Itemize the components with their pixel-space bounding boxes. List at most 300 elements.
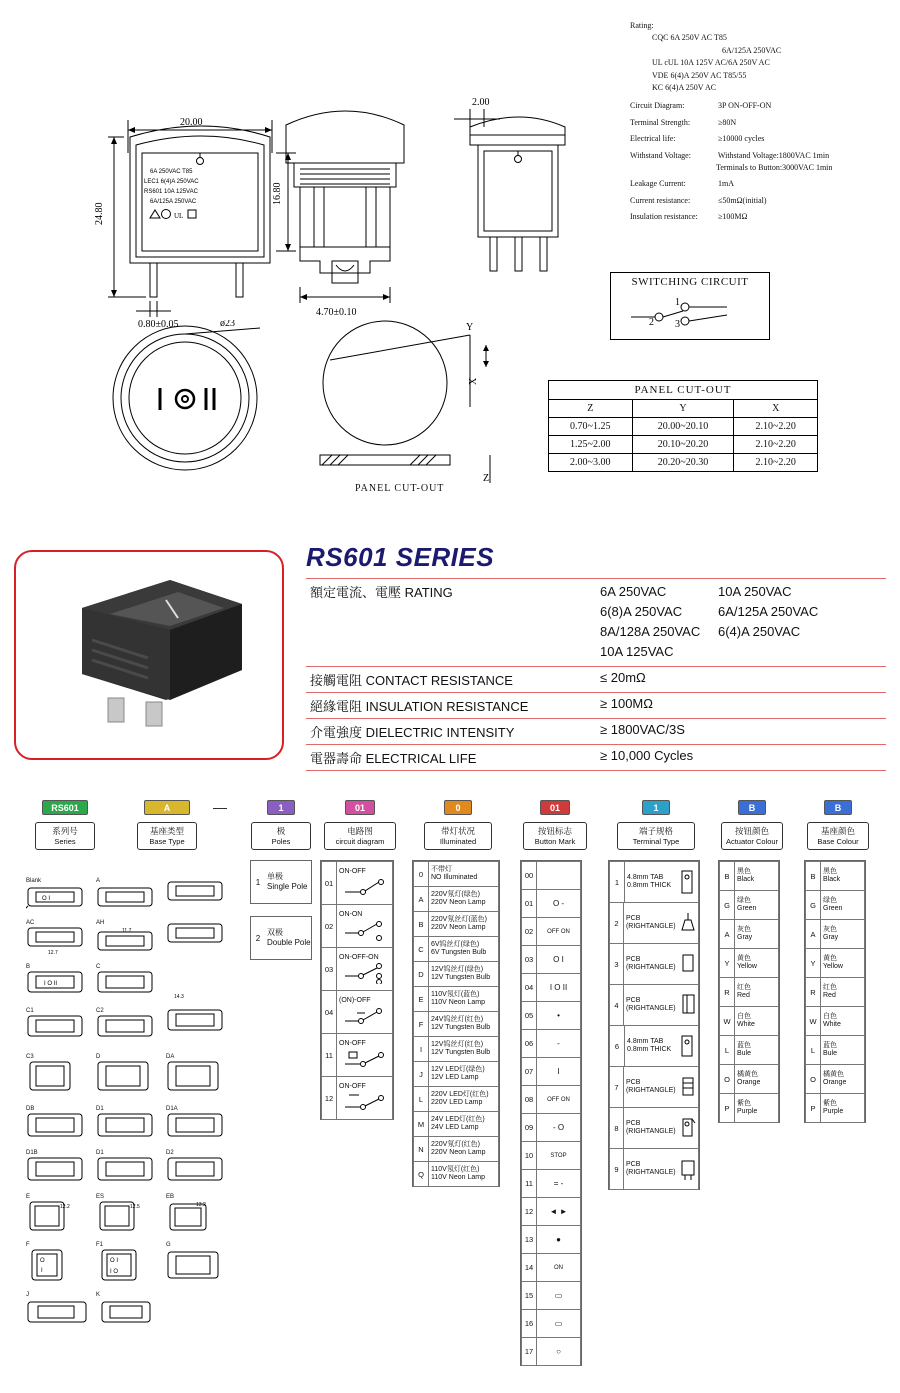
circuit-code-03: 03 [322,948,337,990]
list-item[interactable] [413,861,499,887]
bm-code-07: 07 [522,1058,537,1085]
bc-en-Y: Yellow [823,963,843,970]
header-base-type-en: Base Type [149,836,185,846]
bm-sym-14: ON [554,1264,563,1271]
rating-block [630,20,895,223]
circuit-code-11: 11 [322,1034,337,1076]
bm-code-00: 00 [522,862,537,889]
spec-value-5: 1mA [718,179,734,189]
base-type-thumb[interactable] [166,1106,224,1140]
ill-en-9: 220V LED Lamp [431,1099,483,1106]
bm-sym-09: - O [552,1123,565,1132]
spec-row-7 [630,211,895,223]
switching-circuit-diagram [611,295,771,341]
tt-l2-8: (RIGHTANGLE) [625,1128,676,1135]
list-item[interactable] [521,1197,581,1226]
list-item[interactable] [321,990,393,1034]
thumb-code: ES [96,1194,105,1200]
ac-code-G: G [720,891,735,919]
spec-row-1 [630,117,895,129]
list-item[interactable] [321,947,393,991]
terminal-icon [676,862,698,902]
spec-key-dielectric-intensity: 介電強度 DIELECTRIC INTENSITY [306,718,596,744]
terminal-icon [676,1026,698,1066]
cell: 0.70~1.25 [549,418,633,436]
list-item[interactable] [413,1136,499,1162]
list-item[interactable] [719,977,779,1007]
cell: 20.10~20.20 [632,436,734,454]
code-chip-series[interactable]: RS601 [42,800,88,815]
svg-text:UL: UL [174,212,184,220]
ill-en-4: 12V Tungsten Bulb [431,974,491,981]
bc-code-A: A [806,920,821,948]
list-item[interactable] [521,917,581,946]
header-illuminated-en: Illuminated [439,836,477,846]
base-type-thumb[interactable] [166,1150,224,1184]
spec-value-electrical-life: ≥ 10,000 Cycles [596,744,886,770]
list-item[interactable] [521,1029,581,1058]
list-item[interactable] [413,886,499,912]
list-item[interactable] [805,890,865,920]
table-row [306,692,886,718]
bm-sym-08: OFF ON [547,1096,570,1103]
thumb-code: B [26,964,31,970]
ac-en-A: Gray [737,934,753,941]
base-type-thumb[interactable] [96,964,154,996]
list-item[interactable] [413,961,499,987]
circuit-label-03: ON-OFF-ON [339,953,379,961]
list-item[interactable] [719,948,779,978]
ill-cn-6: 24V钨丝灯(红色) [431,1015,484,1023]
bc-cn-B: 黑色 [823,867,837,875]
ill-en-5: 110V Neon Lamp [431,999,485,1006]
round-actuator-drawing [90,320,290,490]
spec-label-3: Withstand Voltage: [630,150,691,160]
list-item[interactable] [413,1061,499,1087]
header-series-cn: 系列号 [52,826,78,836]
bm-code-13: 13 [522,1226,537,1253]
matrix-column-button-mark [520,800,590,1366]
spec-value-1: ≥80N [718,117,737,127]
ac-code-P: P [720,1094,735,1122]
list-item[interactable] [321,1033,393,1077]
code-chip-illuminated[interactable]: 0 [444,800,472,815]
svg-text:6A/125A 250VAC: 6A/125A 250VAC [150,199,197,205]
list-item[interactable] [609,1066,699,1108]
ill-code-5: E [414,987,429,1011]
svg-text:I O: I O [110,1269,119,1275]
spec-row-4 [630,162,895,174]
base-type-thumb[interactable] [166,1008,224,1034]
bm-code-05: 05 [522,1002,537,1029]
ac-cn-L: 蓝色 [737,1041,751,1049]
list-item[interactable] [521,945,581,974]
header-button-mark-cn: 按钮标志 [537,826,572,836]
header-series-en: Series [54,836,76,846]
code-chip-actuator-colour[interactable]: B [738,800,766,815]
list-item[interactable] [321,861,393,905]
thumb-code: D1A [166,1106,178,1112]
spec-row-0 [630,100,895,112]
header-base-colour-en: Base Colour [817,836,859,846]
svg-text:O I: O I [42,896,51,902]
list-item[interactable] [521,861,581,890]
list-item[interactable] [413,1161,499,1187]
panel-col-z: Z [549,400,633,418]
cell: 2.00~3.00 [549,454,633,472]
list-item[interactable] [521,1169,581,1198]
bm-sym-16: ▭ [554,1319,563,1328]
ill-code-2: B [414,912,429,936]
bc-cn-L: 蓝色 [823,1041,837,1049]
ill-en-1: 220V Neon Lamp [431,899,486,906]
table-row [306,666,886,692]
tt-l2-4: (RIGHTANGLE) [625,1005,676,1012]
base-type-thumb[interactable] [26,1242,84,1284]
cell: 20.20~20.30 [632,454,734,472]
ill-cn-0: 不带灯 [431,865,452,873]
list-item[interactable] [805,948,865,978]
tt-l2-6: 0.8mm THICK [627,1046,672,1053]
list-item[interactable] [321,904,393,948]
terminal-icon [678,1067,698,1107]
table-row [306,579,886,667]
tt-l2-7: (RIGHTANGLE) [625,1087,676,1094]
bc-en-P: Purple [823,1108,844,1115]
ac-cn-Y: 黄色 [737,954,751,962]
circuit-label-01: ON-OFF [339,867,366,875]
list-item[interactable] [521,973,581,1002]
circuit-diagram-options [320,860,394,1120]
tt-l1-9: PCB [625,1160,641,1168]
list-item[interactable] [413,1111,499,1137]
thumb-code: D1 [96,1106,104,1112]
spec-row-3 [630,150,895,162]
base-type-thumb[interactable] [26,878,84,910]
base-type-thumb[interactable] [26,1008,84,1040]
rating-a1: 6A 250VAC [600,584,667,599]
list-item[interactable] [521,1337,581,1366]
header-illuminated-cn: 带灯状况 [440,826,475,836]
ill-code-4: D [414,962,429,986]
ill-en-10: 24V LED Lamp [431,1124,479,1131]
spec-value-3: Withstand Voltage:1800VAC 1min [717,150,830,160]
list-item[interactable] [521,1253,581,1282]
base-type-thumb[interactable] [26,1194,84,1234]
bc-cn-W: 白色 [823,1012,837,1020]
thumb-dim: 13.2 [196,1202,206,1208]
ac-code-A: A [720,920,735,948]
thumb-code: D2 [166,1150,174,1156]
base-type-thumb[interactable] [96,1242,154,1284]
bc-en-L: Bule [823,1050,838,1057]
list-item[interactable] [719,1035,779,1065]
base-type-thumb[interactable] [166,990,224,1000]
code-chip-circuit[interactable]: 01 [345,800,375,815]
list-item[interactable] [521,1225,581,1254]
thumb-code: K [96,1292,101,1298]
rating-a3: 8A/128A 250VAC [600,624,701,640]
bc-code-G: G [806,891,821,919]
ill-cn-11: 220V氖灯(红色) [431,1140,481,1148]
ac-en-G: Green [737,905,757,912]
base-type-thumb[interactable] [166,1194,224,1234]
list-item[interactable] [719,1064,779,1094]
dim-height-left: 24.80 [94,202,105,225]
base-type-thumb[interactable] [96,878,154,910]
base-type-thumb[interactable] [26,1150,84,1184]
ordering-code-matrix [8,800,892,1390]
poles-label-en-2: Double Pole [267,938,311,947]
matrix-column-poles [246,800,316,960]
technical-drawing-area [0,0,900,520]
code-chip-poles[interactable]: 1 [267,800,295,815]
ac-en-Y: Yellow [737,963,757,970]
spec-value-rating [596,579,886,667]
ac-code-O: O [720,1065,735,1093]
list-item[interactable] [609,1025,699,1067]
list-item[interactable] [719,919,779,949]
tt-code-1: 1 [610,862,625,902]
poles-option-single[interactable] [250,860,312,904]
thumb-code: J [26,1292,29,1298]
base-type-thumbnail-grid [26,878,226,1378]
dim-terminal-spacing: 4.70±0.10 [316,307,357,318]
thumb-code: F [26,1242,30,1248]
spec-row-6 [630,195,895,207]
bm-sym-04: I O II [549,983,568,992]
list-item[interactable] [413,1086,499,1112]
header-poles-en: Poles [271,836,291,846]
bc-cn-O: 橘黄色 [823,1070,844,1078]
terminal-icon [678,944,698,984]
spec-label-7: Insulation resistance: [630,212,698,222]
tt-l1-6: 4.8mm TAB [627,1037,664,1045]
base-type-thumb[interactable] [96,920,154,956]
list-item[interactable] [805,861,865,891]
base-type-thumb[interactable] [166,1054,224,1094]
rating-line-1: 6A/125A 250VAC [722,45,782,55]
list-item[interactable] [413,936,499,962]
tt-code-6: 6 [610,1026,625,1066]
cell: 1.25~2.00 [549,436,633,454]
code-chip-base-type[interactable]: A [144,800,190,815]
list-item[interactable] [521,1309,581,1338]
code-chip-button-mark[interactable]: 01 [540,800,570,815]
matrix-dash [213,808,227,809]
code-chip-base-colour[interactable]: B [824,800,852,815]
list-item[interactable] [719,1093,779,1123]
tt-code-3: 3 [610,944,624,984]
list-item[interactable] [609,902,699,944]
base-type-thumb[interactable] [96,1292,158,1326]
bm-code-16: 16 [522,1310,537,1337]
list-item[interactable] [805,1035,865,1065]
base-type-thumb[interactable] [96,1194,154,1234]
base-type-thumb[interactable] [26,920,84,956]
bm-sym-01: O - [552,899,565,908]
thumb-code: A [96,878,101,884]
bm-code-17: 17 [522,1338,537,1365]
rating-line-0: CQC 6A 250V AC T85 [652,33,727,43]
thumb-code: F1 [96,1242,104,1248]
bc-en-R: Red [823,992,836,999]
tt-l1-8: PCB [625,1119,641,1127]
base-type-thumb[interactable] [166,878,224,904]
header-actuator-en: Actuator Colour [725,836,779,846]
list-item[interactable] [521,889,581,918]
tt-code-4: 4 [610,985,624,1025]
poles-label-cn-2: 双极 [267,927,283,937]
ac-cn-P: 紫色 [737,1099,751,1107]
ac-code-L: L [720,1036,735,1064]
list-item[interactable] [321,1076,393,1120]
thumb-code: E [26,1194,31,1200]
ac-cn-O: 橘黄色 [737,1070,758,1078]
list-item[interactable] [609,1148,699,1190]
ill-cn-8: 12V LED灯(绿色) [431,1065,485,1073]
poles-code-2: 2 [255,933,261,943]
spec-label-1: Terminal Strength: [630,117,691,127]
header-button-mark [523,822,587,850]
base-type-thumb[interactable] [96,1150,154,1184]
code-chip-terminal-type[interactable]: 1 [642,800,670,815]
ac-cn-G: 绿色 [737,896,751,904]
ac-en-O: Orange [737,1079,761,1086]
rating-b3: 6(4)A 250VAC [718,624,801,640]
terminal-icon [678,1108,698,1148]
ac-code-W: W [720,1007,735,1035]
header-poles-cn: 极 [276,826,286,836]
spec-value-contact-resistance: ≤ 20mΩ [596,666,886,692]
circuit-label-02: ON-ON [339,910,363,918]
list-item[interactable] [609,861,699,903]
table-row [549,418,818,436]
list-item[interactable] [805,1064,865,1094]
bc-cn-Y: 黄色 [823,954,837,962]
thumb-code: EB [166,1194,175,1200]
base-type-thumb[interactable] [96,1008,154,1040]
bm-code-02: 02 [522,918,537,945]
rating-title: Rating: [630,21,654,30]
list-item[interactable] [413,986,499,1012]
thumb-code: D [96,1054,101,1060]
base-type-thumb[interactable] [166,920,224,946]
poles-option-double[interactable] [250,916,312,960]
base-type-thumb[interactable] [26,1292,88,1326]
list-item[interactable] [805,1093,865,1123]
list-item[interactable] [719,890,779,920]
list-item[interactable] [521,1141,581,1170]
list-item[interactable] [719,861,779,891]
spec-key-contact-resistance: 接觸電阻 CONTACT RESISTANCE [306,666,596,692]
matrix-column-actuator-colour [718,800,786,1123]
list-item[interactable] [805,1006,865,1036]
header-series [35,822,95,850]
list-item[interactable] [413,1011,499,1037]
ill-en-8: 12V LED Lamp [431,1074,479,1081]
bm-code-04: 04 [522,974,537,1001]
base-type-thumb[interactable] [96,1106,154,1140]
dim-height-right: 16.80 [272,182,283,205]
bc-en-B: Black [823,876,841,883]
header-base-colour [807,822,869,850]
thumb-dim: 11.7 [122,928,132,934]
base-type-thumb[interactable] [96,1054,154,1094]
panel-cutout-table-title: PANEL CUT-OUT [549,381,818,400]
ac-code-B: B [720,862,735,890]
list-item[interactable] [521,1001,581,1030]
base-type-thumb[interactable] [26,1054,84,1094]
bm-sym-02: OFF ON [547,928,570,935]
list-item[interactable] [719,1006,779,1036]
ill-code-11: N [414,1137,429,1161]
thumb-code: Blank [26,878,42,884]
bc-code-R: R [806,978,821,1006]
svg-text:O I: O I [110,1258,119,1264]
spec-value-7: ≥100MΩ [718,212,748,222]
base-type-thumb[interactable] [166,1242,224,1284]
base-type-thumb[interactable] [26,964,84,996]
matrix-column-series [30,800,100,850]
spec-value-2: ≥10000 cycles [718,134,765,144]
spec-value-4: Terminals to Button:3000VAC 1min [716,162,833,172]
bc-cn-A: 灰色 [823,925,837,933]
ill-code-1: A [414,887,429,911]
circuit-label-12: ON-OFF [339,1082,366,1090]
ill-code-7: I [414,1037,429,1061]
thumb-dim: 12.7 [48,950,58,956]
bc-en-G: Green [823,905,843,912]
list-item[interactable] [413,1036,499,1062]
list-item[interactable] [521,1113,581,1142]
list-item[interactable] [805,919,865,949]
svg-text:LEC1 6(4)A 250VAC: LEC1 6(4)A 250VAC [144,179,199,185]
spec-key-rating: 額定電流、電壓 RATING [306,579,596,667]
list-item[interactable] [521,1085,581,1114]
bm-sym-15: ▭ [554,1291,563,1300]
table-row [549,436,818,454]
terminal-label-1: 1 [675,297,680,308]
list-item[interactable] [413,911,499,937]
thumb-code: C3 [26,1054,34,1060]
list-item[interactable] [521,1281,581,1310]
matrix-column-base-type [132,800,202,850]
list-item[interactable] [609,1107,699,1149]
spec-value-dielectric-intensity: ≥ 1800VAC/3S [596,718,886,744]
bm-sym-06: - [557,1039,560,1048]
list-item[interactable] [609,984,699,1026]
base-type-thumb[interactable] [26,1106,84,1140]
bm-sym-13: ● [556,1235,561,1244]
svg-text:RS601 10A 125VAC: RS601 10A 125VAC [144,189,198,195]
thumb-code: DB [26,1106,35,1112]
bc-code-L: L [806,1036,821,1064]
list-item[interactable] [805,977,865,1007]
list-item[interactable] [609,943,699,985]
bc-cn-G: 绿色 [823,896,837,904]
svg-text:6A 250VAC T85: 6A 250VAC T85 [150,169,193,175]
svg-text:I O II: I O II [44,981,58,987]
list-item[interactable] [521,1057,581,1086]
ill-code-9: L [414,1087,429,1111]
circuit-label-11: ON-OFF [339,1039,366,1047]
terminal-icon [678,1149,698,1189]
axis-label-x: X [468,377,479,385]
switching-circuit-title: SWITCHING CIRCUIT [631,276,749,288]
thumb-code: D1B [26,1150,38,1156]
tt-l1-7: PCB [625,1078,641,1086]
